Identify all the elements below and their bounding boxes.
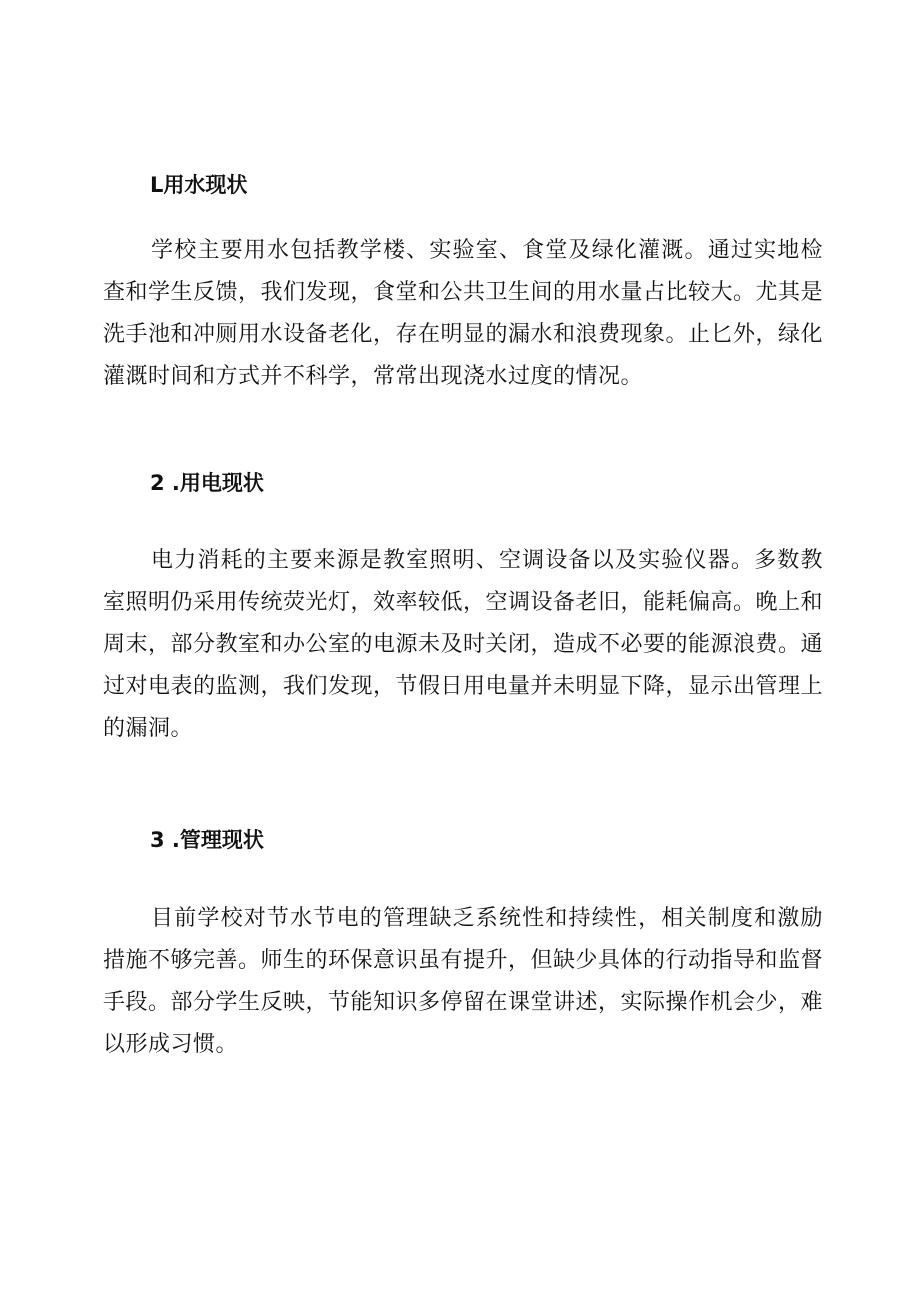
section-body-management: 目前学校对节水节电的管理缺乏系统性和持续性，相关制度和激励措施不够完善。师生的环保意识虽有提升，但缺少具体的行动指导和监督手段。部分学生反映，节能知识多停留在课堂讲述，实际操作机会少，难以形成习惯。	[103, 906, 824, 1057]
section-body-electricity: 电力消耗的主要来源是教室照明、空调设备以及实验仪器。多数教室照明仍采用传统荧光灯，效率较低，空调设备老旧，能耗偏高。晚上和周末，部分教室和办公室的电源未及时关闭，造成不必要的能源浪费。通过对电表的监测，我们发现，节假日用电量并未明显下降，显示出管理上的漏洞。	[103, 548, 824, 741]
section-heading-water: L用水现状	[150, 173, 248, 197]
section-body-water: 学校主要用水包括教学楼、实验室、食堂及绿化灌溉。通过实地检查和学生反馈，我们发现，食堂和公共卫生间的用水量占比较大。尤其是洗手池和冲厕用水设备老化，存在明显的漏水和浪费现象。止匕外，绿化灌溉时间和方式并不科学，常常出现浇水过度的情况。	[103, 238, 824, 389]
section-heading-electricity: 2 .用电现状	[150, 471, 264, 495]
section-heading-management: 3 .管理现状	[150, 828, 264, 852]
